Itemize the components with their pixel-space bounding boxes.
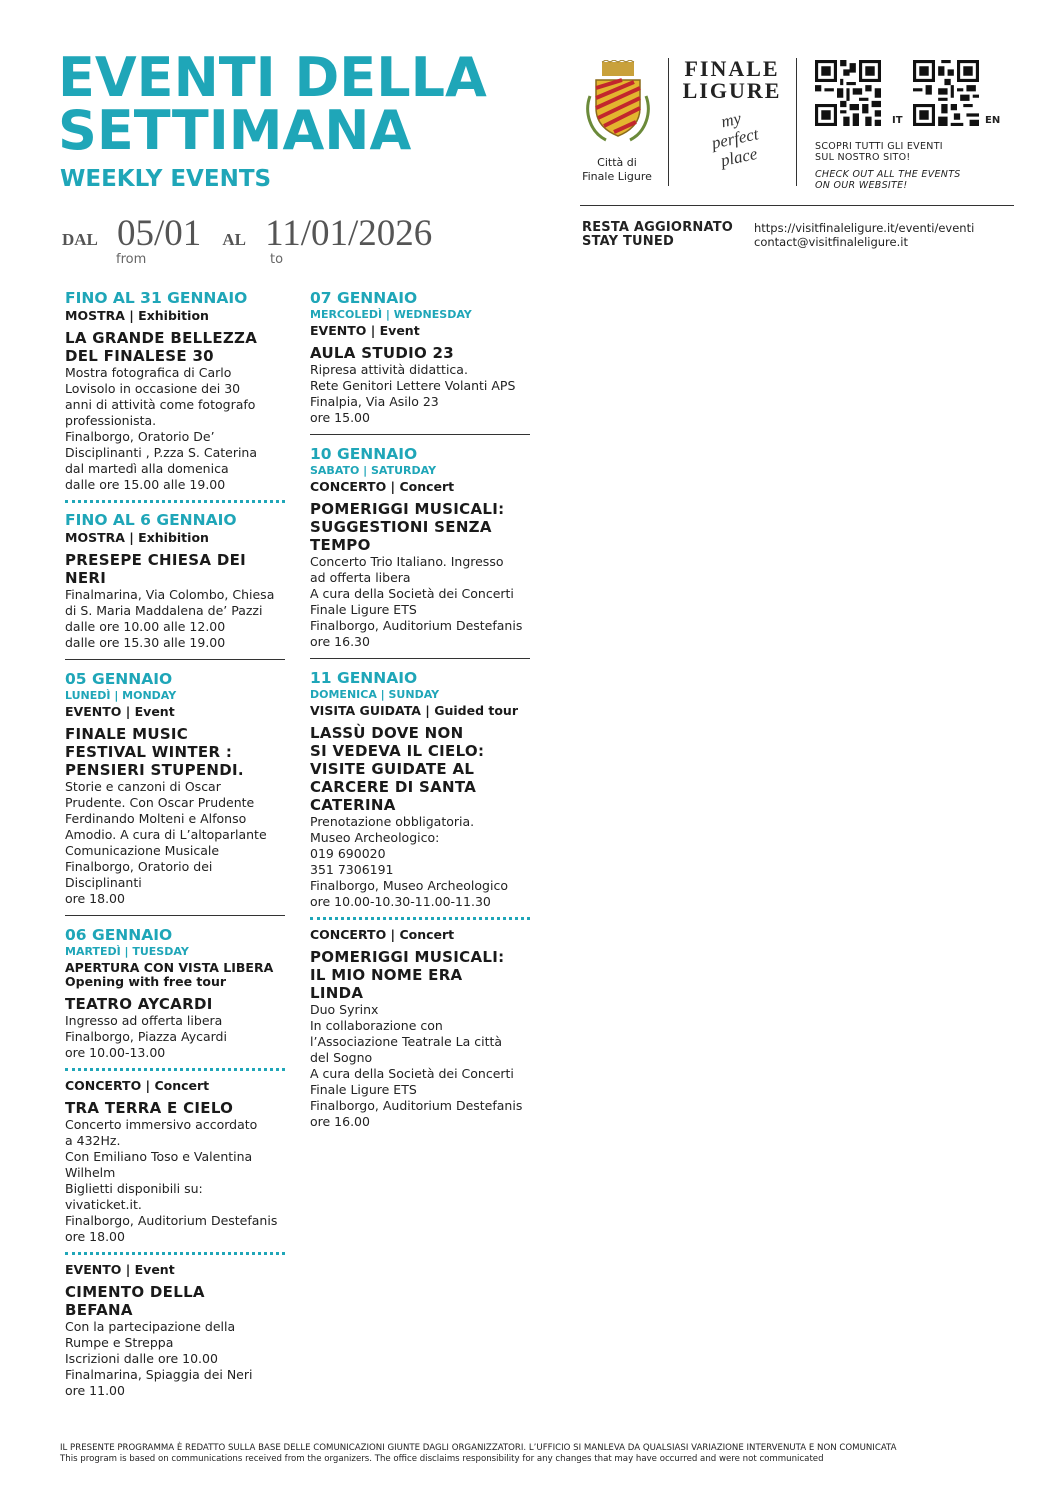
brand-tagline: my perfect place: [709, 108, 761, 171]
event-details: Ripresa attività didattica. Rete Genitori Lettere Volanti APS Finalpia, Via Asilo 23 ore 15.00: [310, 362, 516, 425]
event-item: [65, 1079, 285, 1245]
events-column-left: [65, 289, 285, 1399]
event-item: [310, 289, 530, 426]
event-day: DOMENICA | SUNDAY: [310, 688, 440, 701]
event-category: CONCERTO | Concert: [65, 1078, 210, 1093]
event-details: Ingresso ad offerta libera Finalborgo, Piazza Aycardi ore 10.00-13.00: [65, 1013, 227, 1060]
event-details: Finalmarina, Via Colombo, Chiesa di S. Maria Maddalena de’ Pazzi dalle ore 10.00 alle 12.00 dalle ore 15.30 alle 19.00: [65, 587, 275, 650]
qr-code-en[interactable]: [913, 60, 979, 126]
event-day: MARTEDÌ | TUESDAY: [65, 945, 189, 958]
event-date: 07 GENNAIO: [310, 289, 418, 307]
disclaimer-en: This program is based on communications received from the organizers. The office disclaims responsibility for any changes that may have occurred and were not communicated: [60, 1454, 824, 1464]
event-category: MOSTRA | Exhibition: [65, 530, 209, 545]
end-date: 11/01/2026: [265, 213, 433, 254]
event-date: 11 GENNAIO: [310, 669, 418, 687]
event-category: EVENTO | Event: [65, 704, 175, 719]
event-date: 05 GENNAIO: [65, 670, 173, 688]
event-title: CIMENTO DELLA BEFANA: [65, 1283, 205, 1319]
event-date: FINO AL 6 GENNAIO: [65, 511, 237, 529]
event-details: Concerto immersivo accordato a 432Hz. Con Emiliano Toso e Valentina Wilhelm Biglietti disponibili su: vivaticket.it. Finalborgo, Auditorium Destefanis ore 18.00: [65, 1117, 278, 1244]
event-title: FINALE MUSIC FESTIVAL WINTER : PENSIERI STUPENDI.: [65, 725, 244, 779]
dotted-divider: [65, 1068, 285, 1071]
logo-divider-2: [796, 58, 797, 186]
event-details: Storie e canzoni di Oscar Prudente. Con Oscar Prudente Ferdinando Molteni e Alfonso Amodio. A cura di L’altoparlante Comunicazione Musicale Finalborgo, Oratorio dei Disciplinanti ore 18.00: [65, 779, 267, 906]
event-title: AULA STUDIO 23: [310, 344, 455, 362]
city-caption: Città di Finale Ligure: [582, 156, 652, 183]
city-crest-logo: [582, 60, 654, 146]
event-title: LA GRANDE BELLEZZA DEL FINALESE 30: [65, 329, 258, 365]
event-date: 06 GENNAIO: [65, 926, 173, 944]
solid-divider: [65, 659, 285, 660]
event-details: Mostra fotografica di Carlo Lovisolo in occasione dei 30 anni di attività come fotografo professionista. Finalborgo, Oratorio De’ Disciplinanti , P.zza S. Caterina dal martedì alla domenica dalle ore 15.00 alle 19.00: [65, 365, 258, 492]
events-column-right: [310, 289, 530, 1130]
header-divider: [580, 205, 1014, 206]
event-item: [65, 926, 285, 1061]
qr-code-it[interactable]: [815, 60, 881, 126]
website-text-en: CHECK OUT ALL THE EVENTS ON OUR WEBSITE!: [815, 169, 961, 191]
event-item: [310, 928, 530, 1130]
event-details: Prenotazione obbligatoria. Museo Archeologico: 019 690020 351 7306191 Finalborgo, Museo Archeologico ore 10.00-10.30-11.00-11.30: [310, 814, 508, 909]
event-details: Duo Syrinx In collaborazione con l’Associazione Teatrale La città del Sogno A cura della Società dei Concerti Finale Ligure ETS Finalborgo, Auditorium Destefanis ore 16.00: [310, 1002, 523, 1129]
from-label: from: [116, 252, 147, 267]
solid-divider: [65, 915, 285, 916]
event-category: EVENTO | Event: [310, 323, 420, 338]
event-details: Con la partecipazione della Rumpe e Streppa Iscrizioni dalle ore 10.00 Finalmarina, Spiaggia dei Neri ore 11.00: [65, 1319, 253, 1398]
disclaimer-it: IL PRESENTE PROGRAMMA È REDATTO SULLA BASE DELLE COMUNICAZIONI GIUNTE DAGLI ORGANIZZATORI. L’UFFICIO SI MANLEVA DA QUALSIASI VARIAZIONE INTERVENUTA E NON COMUNICATA: [60, 1443, 897, 1453]
stay-tuned-label: RESTA AGGIORNATO STAY TUNED: [582, 220, 734, 249]
event-item: [65, 670, 285, 907]
event-item: [65, 511, 285, 651]
solid-divider: [310, 434, 530, 435]
event-day: SABATO | SATURDAY: [310, 464, 437, 477]
qr-en-label: EN: [985, 115, 1001, 126]
event-category: MOSTRA | Exhibition: [65, 308, 209, 323]
event-category: CONCERTO | Concert: [310, 927, 455, 942]
al-label: AL: [222, 230, 246, 249]
event-day: LUNEDÌ | MONDAY: [65, 689, 177, 702]
event-item: [65, 289, 285, 493]
event-title: POMERIGGI MUSICALI: IL MIO NOME ERA LINDA: [310, 948, 505, 1002]
event-category: APERTURA CON VISTA LIBERA Opening with free tour: [65, 960, 274, 989]
dotted-divider: [65, 1252, 285, 1255]
event-title: TEATRO AYCARDI: [65, 995, 213, 1013]
to-label: to: [270, 252, 284, 267]
dotted-divider: [65, 500, 285, 503]
logo-divider: [668, 58, 669, 186]
event-title: POMERIGGI MUSICALI: SUGGESTIONI SENZA TEMPO: [310, 500, 505, 554]
event-item: [310, 445, 530, 650]
event-date: 10 GENNAIO: [310, 445, 418, 463]
event-title: PRESEPE CHIESA DEI NERI: [65, 551, 247, 587]
event-category: CONCERTO | Concert: [310, 479, 455, 494]
event-day: MERCOLEDÌ | WEDNESDAY: [310, 308, 472, 321]
start-date: 05/01: [117, 213, 202, 254]
qr-it-label: IT: [892, 115, 903, 126]
date-range: [62, 212, 432, 255]
page-subtitle: WEEKLY EVENTS: [60, 166, 272, 192]
contact-links[interactable]: https://visitfinaleligure.it/eventi/eventi contact@visitfinaleligure.it: [754, 221, 975, 249]
event-category: EVENTO | Event: [65, 1262, 175, 1277]
event-item: [310, 669, 530, 910]
website-text-it: SCOPRI TUTTI GLI EVENTI SUL NOSTRO SITO!: [815, 141, 943, 163]
event-item: [65, 1263, 285, 1399]
event-title: TRA TERRA E CIELO: [65, 1099, 234, 1117]
event-title: LASSÙ DOVE NON SI VEDEVA IL CIELO: VISITE GUIDATE AL CARCERE DI SANTA CATERINA: [310, 724, 485, 814]
dotted-divider: [310, 917, 530, 920]
solid-divider: [310, 658, 530, 659]
event-details: Concerto Trio Italiano. Ingresso ad offerta libera A cura della Società dei Concerti Finale Ligure ETS Finalborgo, Auditorium Destefanis ore 16.30: [310, 554, 523, 649]
page-title: EVENTI DELLA SETTIMANA: [58, 46, 487, 162]
dal-label: DAL: [62, 230, 98, 249]
event-date: FINO AL 31 GENNAIO: [65, 289, 248, 307]
disclaimer: [60, 1443, 897, 1465]
brand-name: FINALE LIGURE: [682, 56, 782, 103]
event-category: VISITA GUIDATA | Guided tour: [310, 703, 518, 718]
